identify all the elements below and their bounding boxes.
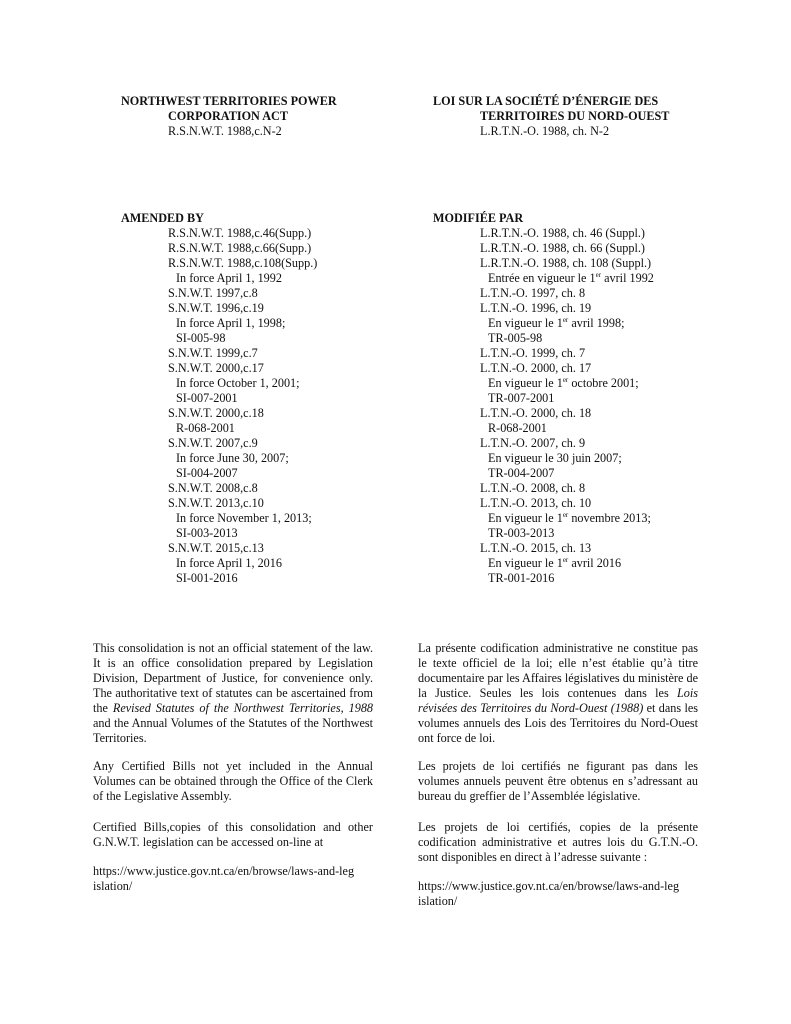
french-amended-heading: MODIFIÉE PAR: [433, 211, 524, 225]
french-amendment-text-end: avril 1992: [601, 271, 654, 285]
english-amendment-line: In force April 1, 1992: [176, 271, 282, 285]
english-amendment-line: S.N.W.T. 1996,c.19: [168, 301, 264, 315]
french-amendment-ordinal: er: [562, 315, 569, 324]
french-amendment-line: [480, 391, 654, 406]
french-amendment-text: Entrée en vigueur le 1: [488, 271, 596, 285]
english-online-note: Certified Bills,copies of this consolidation and other G.N.W.T. legislation can be accessed on-line at: [93, 820, 373, 849]
english-amendment-line: In force April 1, 1998;: [176, 316, 286, 330]
english-title-line2: CORPORATION ACT: [168, 109, 288, 123]
french-url-line2: islation/: [418, 894, 458, 908]
french-amendment-line: [480, 526, 654, 541]
french-amendment-line: [480, 466, 654, 481]
french-amendment-line: [480, 226, 654, 241]
french-amendment-ordinal: er: [595, 270, 602, 279]
english-amended-heading: AMENDED BY: [121, 211, 204, 225]
english-amendment-line: S.N.W.T. 2007,c.9: [168, 436, 258, 450]
french-amendment-text: TR-007-2001: [488, 391, 555, 405]
french-url-line1: https://www.justice.gov.nt.ca/en/browse/laws-and-leg: [418, 879, 680, 893]
french-title-line1: LOI SUR LA SOCIÉTÉ D’ÉNERGIE DES: [433, 94, 659, 108]
french-amendment-line: [480, 256, 654, 271]
french-amendment-text: L.T.N.-O. 2000, ch. 18: [480, 406, 592, 420]
french-amendment-text: TR-003-2013: [488, 526, 555, 540]
english-url: [93, 864, 354, 894]
french-title: [433, 94, 669, 124]
french-amendment-line: [480, 436, 654, 451]
french-amendment-text: L.R.T.N.-O. 1988, ch. 46 (Suppl.): [480, 226, 645, 240]
english-amendment-line: S.N.W.T. 1999,c.7: [168, 346, 258, 360]
french-amendment-line: [480, 406, 654, 421]
french-amendment-text: L.T.N.-O. 1996, ch. 19: [480, 301, 592, 315]
english-amendment-line: SI-003-2013: [176, 526, 238, 540]
french-amendment-text: En vigueur le 30 juin 2007;: [488, 451, 622, 465]
english-amendments-list: [168, 226, 317, 586]
english-consolidation-note: [93, 641, 373, 746]
french-amendment-text-end: avril 2016: [568, 556, 622, 570]
french-title-line2: TERRITOIRES DU NORD-OUEST: [480, 109, 670, 123]
french-amendment-text: L.T.N.-O. 2015, ch. 13: [480, 541, 592, 555]
english-amendment-line: In force October 1, 2001;: [176, 376, 300, 390]
english-title: [121, 94, 337, 124]
french-online-note: Les projets de loi certifiés, copies de la présente codification administrative et autres lois du G.T.N.-O. sont disponibles en direct à l’adresse suivante :: [418, 820, 698, 864]
french-amendment-ordinal: er: [562, 375, 569, 384]
english-certified-bills-note: Any Certified Bills not yet included in the Annual Volumes can be obtained through the Office of the Clerk of the Legislative Assembly.: [93, 759, 373, 803]
french-url: [418, 879, 679, 909]
french-note-italic: Lois révisées des Territoires du Nord-Ouest (1988): [418, 686, 698, 715]
french-amendment-text: R-068-2001: [488, 421, 547, 435]
english-amendment-line: S.N.W.T. 1997,c.8: [168, 286, 258, 300]
english-amendment-line: S.N.W.T. 2015,c.13: [168, 541, 264, 555]
french-amendment-line: [480, 271, 654, 286]
french-amendment-line: [480, 331, 654, 346]
english-amendment-line: SI-007-2001: [176, 391, 238, 405]
english-url-line1: https://www.justice.gov.nt.ca/en/browse/laws-and-leg: [93, 864, 355, 878]
french-note-text-a: La présente codification administrative ne constitue pas le texte officiel de la loi; elle n’est établie qu’à titre documentaire par les Affaires législatives du ministère de la Justice. Seules les lois contenues dans les: [418, 641, 698, 700]
french-amendment-text: L.T.N.-O. 2007, ch. 9: [480, 436, 586, 450]
english-amendment-line: In force June 30, 2007;: [176, 451, 289, 465]
french-amendment-line: [480, 541, 654, 556]
french-amendment-line: [480, 361, 654, 376]
french-amendment-text: En vigueur le 1: [488, 556, 563, 570]
english-title-line1: NORTHWEST TERRITORIES POWER: [121, 94, 337, 108]
english-note-text-a: This consolidation is not an official statement of the law. It is an office consolidation prepared by Legislation Division, Department of Justice, for convenience only. The authoritative text of statutes can be ascertained from the: [93, 641, 373, 715]
english-note-text-b: and the Annual Volumes of the Statutes of the Northwest Territories.: [93, 716, 373, 745]
french-amendment-text-end: novembre 2013;: [568, 511, 651, 525]
french-amendment-line: [480, 481, 654, 496]
french-amendments-list: [480, 226, 654, 586]
french-amendment-line: [480, 571, 654, 586]
french-amendment-ordinal: er: [562, 555, 569, 564]
french-amendment-text: TR-005-98: [488, 331, 543, 345]
french-amendment-line: [480, 556, 654, 571]
english-amendment-line: R-068-2001: [176, 421, 235, 435]
french-note-text-b: et dans les volumes annuels des Lois des Territoires du Nord-Ouest ont force de loi.: [418, 701, 698, 745]
french-amendment-text: En vigueur le 1: [488, 316, 563, 330]
french-amendment-text: L.T.N.-O. 2008, ch. 8: [480, 481, 586, 495]
french-amendment-line: [480, 316, 654, 331]
english-citation: R.S.N.W.T. 1988,c.N-2: [168, 124, 282, 138]
french-amendment-line: [480, 421, 654, 436]
french-amendment-text: L.T.N.-O. 1999, ch. 7: [480, 346, 586, 360]
french-amendment-line: [480, 286, 654, 301]
french-certified-bills-note: Les projets de loi certifiés ne figurant pas dans les volumes annuels peuvent être obtenus en s’adressant au bureau du greffier de l’Assemblée législative.: [418, 759, 698, 803]
french-amendment-text: L.T.N.-O. 2000, ch. 17: [480, 361, 592, 375]
english-amendment-line: S.N.W.T. 2013,c.10: [168, 496, 264, 510]
french-amendment-text: L.T.N.-O. 2013, ch. 10: [480, 496, 592, 510]
english-amendment-line: SI-001-2016: [176, 571, 238, 585]
english-note-italic: Revised Statutes of the Northwest Territories, 1988: [112, 701, 374, 715]
french-amendment-text: TR-004-2007: [488, 466, 555, 480]
french-amendment-text: TR-001-2016: [488, 571, 555, 585]
english-amendment-line: R.S.N.W.T. 1988,c.46(Supp.): [168, 226, 312, 240]
french-consolidation-note: [418, 641, 698, 746]
english-amendment-line: S.N.W.T. 2008,c.8: [168, 481, 258, 495]
french-amendment-line: [480, 496, 654, 511]
french-amendment-text: L.T.N.-O. 1997, ch. 8: [480, 286, 586, 300]
french-amendment-text: En vigueur le 1: [488, 511, 563, 525]
french-amendment-ordinal: er: [562, 510, 569, 519]
french-amendment-text: L.R.T.N.-O. 1988, ch. 66 (Suppl.): [480, 241, 645, 255]
french-amendment-line: [480, 241, 654, 256]
english-amendment-line: SI-005-98: [176, 331, 226, 345]
french-amendment-text: L.R.T.N.-O. 1988, ch. 108 (Suppl.): [480, 256, 652, 270]
english-amendment-line: S.N.W.T. 2000,c.18: [168, 406, 264, 420]
english-amendment-line: R.S.N.W.T. 1988,c.108(Supp.): [168, 256, 318, 270]
english-amendment-line: R.S.N.W.T. 1988,c.66(Supp.): [168, 241, 312, 255]
french-amendment-text-end: avril 1998;: [568, 316, 625, 330]
french-amendment-line: [480, 511, 654, 526]
english-amendment-line: SI-004-2007: [176, 466, 238, 480]
french-citation: L.R.T.N.-O. 1988, ch. N-2: [480, 124, 610, 138]
english-url-line2: islation/: [93, 879, 133, 893]
english-amendment-line: In force April 1, 2016: [176, 556, 282, 570]
english-amendment-line: In force November 1, 2013;: [176, 511, 312, 525]
french-amendment-text: En vigueur le 1: [488, 376, 563, 390]
french-amendment-line: [480, 301, 654, 316]
french-amendment-line: [480, 451, 654, 466]
french-amendment-line: [480, 346, 654, 361]
french-amendment-text-end: octobre 2001;: [568, 376, 639, 390]
french-amendment-line: [480, 376, 654, 391]
english-amendment-line: S.N.W.T. 2000,c.17: [168, 361, 264, 375]
